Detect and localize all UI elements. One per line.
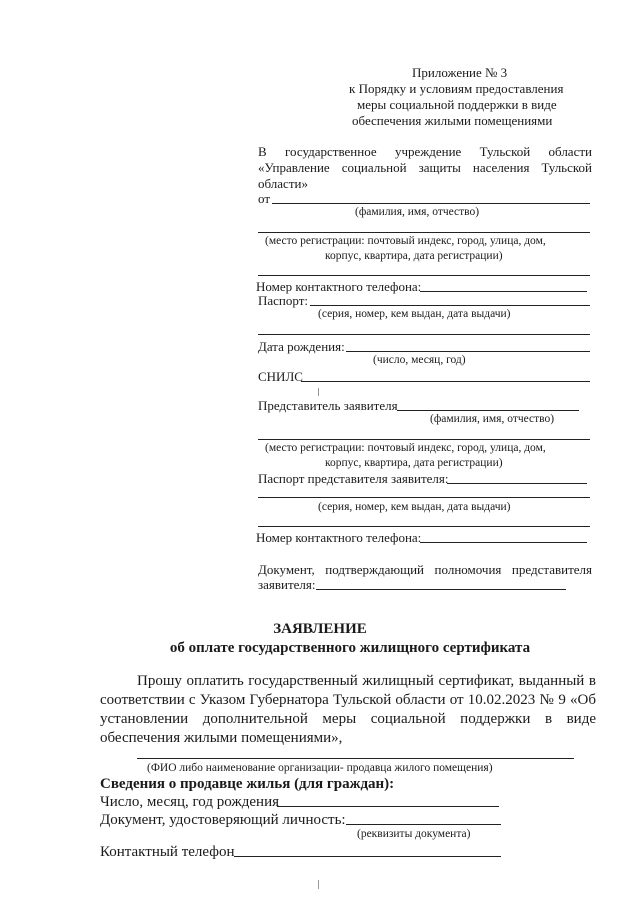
rep-registration-field-line[interactable] xyxy=(258,439,590,440)
addressee-line-1: В государственное учреждение Тульской области xyxy=(258,144,592,159)
seller-birth-label: Число, месяц, год рождения xyxy=(100,794,279,810)
seller-id-hint: (реквизиты документа) xyxy=(357,828,471,840)
seller-birth-field-line[interactable] xyxy=(277,806,499,807)
rep-passport-field-line[interactable] xyxy=(447,483,587,484)
body-line-1: Прошу оплатить государственный жилищный сертификат, выданный в xyxy=(137,673,596,689)
rep-phone-label: Номер контактного телефона: xyxy=(256,530,422,545)
phone-label: Номер контактного телефона: xyxy=(256,279,422,294)
seller-phone-field-line[interactable] xyxy=(234,856,501,857)
rep-registration-hint-2: корпус, квартира, дата регистрации) xyxy=(325,457,503,469)
authority-doc-label: заявителя: xyxy=(258,577,316,592)
body-line-3: установлении дополнительной меры социальной поддержки в виде xyxy=(100,711,596,727)
passport-field-line-2[interactable] xyxy=(258,334,590,335)
authority-doc-line-1: Документ, подтверждающий полномочия представителя xyxy=(258,562,592,577)
rep-phone-field-line[interactable] xyxy=(420,542,587,543)
addressee-line-3: области» xyxy=(258,176,308,191)
rep-registration-hint-1: (место регистрации: почтовый индекс, город, улица, дом, xyxy=(265,442,546,454)
passport-label: Паспорт: xyxy=(258,293,309,308)
rep-passport-field-line-2[interactable] xyxy=(258,497,590,498)
body-line-4: обеспечения жилыми помещениями», xyxy=(100,730,343,746)
appendix-line-2: к Порядку и условиям предоставления xyxy=(349,81,564,96)
passport-field-line[interactable] xyxy=(310,305,590,306)
appendix-line-3: меры социальной поддержки в виде xyxy=(357,97,557,112)
registration-hint-1: (место регистрации: почтовый индекс, город, улица, дом, xyxy=(265,235,546,247)
appendix-line-4: обеспечения жилыми помещениями xyxy=(352,113,553,128)
seller-name-hint: (ФИО либо наименование организации- продавца жилого помещения) xyxy=(147,762,493,774)
birth-field-line[interactable] xyxy=(346,351,590,352)
document-subtitle: об оплате государственного жилищного сертификата xyxy=(169,640,531,656)
authority-doc-field-line[interactable] xyxy=(316,589,566,590)
appendix-number: Приложение № 3 xyxy=(412,65,508,80)
from-hint: (фамилия, имя, отчество) xyxy=(355,206,480,218)
seller-name-field-line[interactable] xyxy=(137,758,574,759)
birth-hint: (число, месяц, год) xyxy=(373,354,466,366)
seller-phone-label: Контактный телефон xyxy=(100,844,235,860)
snils-label: СНИЛС xyxy=(258,369,303,384)
addressee-line-2: «Управление социальной защиты населения Тульской xyxy=(258,160,592,175)
from-label: от xyxy=(258,191,271,206)
passport-hint: (серия, номер, кем выдан, дата выдачи) xyxy=(318,308,511,320)
registration-field-line[interactable] xyxy=(258,232,590,233)
registration-field-line-2[interactable] xyxy=(258,275,590,276)
rep-passport-hint: (серия, номер, кем выдан, дата выдачи) xyxy=(318,501,511,513)
rep-passport-field-line-3[interactable] xyxy=(258,526,590,527)
from-field-line[interactable] xyxy=(272,203,590,204)
body-line-2: соответствии с Указом Губернатора Тульской области от 10.02.2023 № 9 «Об xyxy=(100,692,596,708)
page-mark xyxy=(318,880,319,889)
seller-id-field-line[interactable] xyxy=(346,824,501,825)
snils-field-line[interactable] xyxy=(301,381,590,382)
representative-label: Представитель заявителя xyxy=(258,398,398,413)
birth-label: Дата рождения: xyxy=(258,339,345,354)
seller-id-label: Документ, удостоверяющий личность: xyxy=(100,812,346,828)
representative-field-line[interactable] xyxy=(397,410,579,411)
seller-heading: Сведения о продавце жилья (для граждан): xyxy=(100,776,395,792)
phone-field-line[interactable] xyxy=(420,291,587,292)
rep-passport-label: Паспорт представителя заявителя: xyxy=(258,471,449,486)
registration-hint-2: корпус, квартира, дата регистрации) xyxy=(325,250,503,262)
scan-mark xyxy=(318,388,319,396)
document-title: ЗАЯВЛЕНИЕ xyxy=(273,621,367,637)
representative-hint: (фамилия, имя, отчество) xyxy=(430,413,555,425)
